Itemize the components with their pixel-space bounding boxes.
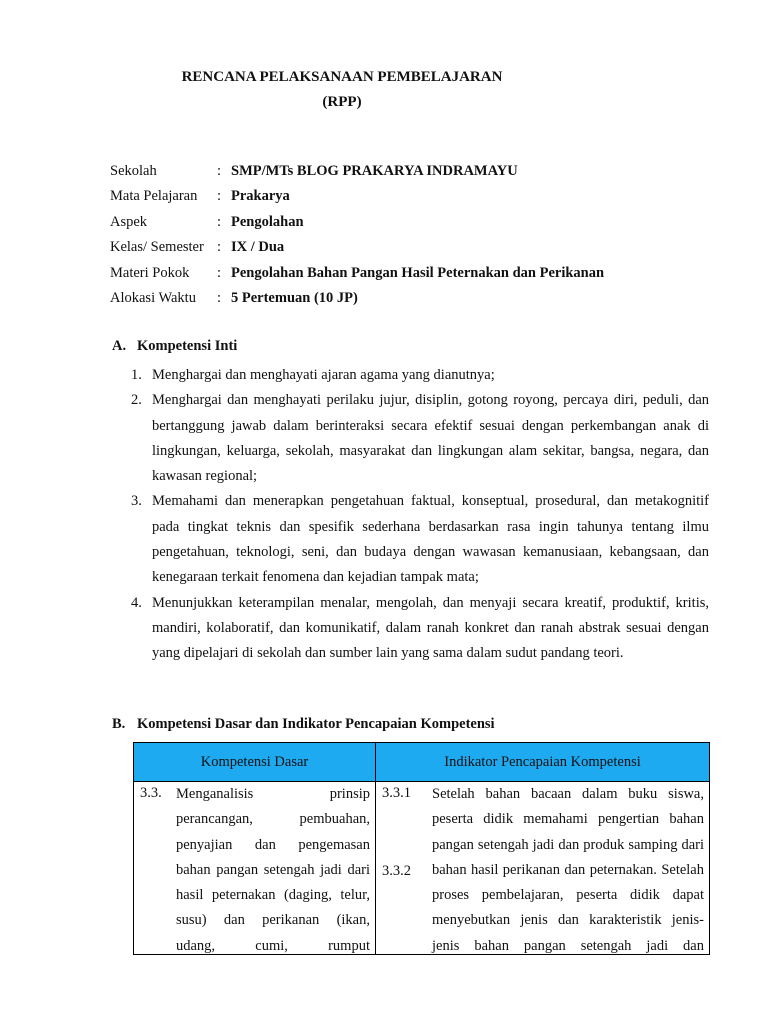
list-number: 3. — [131, 493, 142, 510]
section-title: Kompetensi Inti — [137, 338, 238, 354]
list-number: 4. — [131, 594, 142, 611]
identity-colon: : — [217, 239, 222, 256]
identity-label: Sekolah — [110, 163, 157, 179]
identity-value: Pengolahan Bahan Pangan Hasil Peternakan dan Perikanan — [231, 264, 605, 281]
list-text: Menghargai dan menghayati ajaran agama yang dianutnya; — [152, 367, 495, 383]
identity-value: SMP/MTs BLOG PRAKARYA INDRAMAYU — [231, 163, 518, 179]
header-indicator: Indikator Pencapaian Kompetensi — [376, 743, 710, 782]
list-number: 2. — [131, 392, 142, 409]
section-title: Kompetensi Dasar dan Indikator Pencapaian Kompetensi — [137, 716, 495, 732]
table-header-row — [134, 743, 710, 782]
section-letter: A. — [112, 338, 127, 354]
list-item — [131, 591, 709, 667]
identity-label: Mata Pelajaran — [110, 188, 198, 205]
identity-label: Aspek — [110, 213, 148, 230]
list-text: Memahami dan menerapkan pengetahuan faktual, konseptual, prosedural, dan metakognitif pada tingkat teknis dan spesifik sederhana berdasarkan rasa ingin tahunya tentang ilmu pengetahuan, teknologi, seni, dan budaya dengan wawasan kemanusiaan, kebangsaan, dan kenegaraan terkait fenomena dan kejadian tampak mata; — [152, 493, 709, 586]
document-subtitle: (RPP) — [322, 94, 362, 110]
identity-label: Alokasi Waktu — [110, 289, 196, 306]
identity-label: Materi Pokok — [110, 264, 190, 281]
identity-value: 5 Pertemuan (10 JP) — [231, 289, 358, 306]
list-number: 1. — [131, 367, 142, 383]
section-letter: B. — [112, 716, 126, 732]
list-item — [131, 489, 709, 590]
document-title: RENCANA PELAKSANAAN PEMBELAJARAN — [181, 69, 503, 85]
identity-colon: : — [217, 188, 222, 205]
table-row — [134, 782, 710, 955]
identity-value: IX / Dua — [231, 239, 285, 256]
list-item — [131, 363, 709, 388]
identity-value: Pengolahan — [231, 213, 304, 230]
section-b-heading — [112, 716, 495, 733]
indicator-number-1: 3.3.1 — [382, 785, 411, 801]
indicator-text: Setelah bahan bacaan dalam buku siswa, peserta didik memahami pengertian bahan pangan setengah jadi dan produk samping dari bahan hasil perikanan dan peternakan. Setelah proses pembelajaran, peserta didik dapat menyebutkan jenis dan karakteristik jenis-jenis bahan pangan setengah jadi dan — [432, 786, 704, 954]
identity-label: Kelas/ Semester — [110, 239, 204, 256]
identity-colon: : — [217, 163, 222, 179]
identity-colon: : — [217, 213, 222, 230]
list-text: Menunjukkan keterampilan menalar, mengolah, dan menyaji secara kreatif, produktif, kritis, mandiri, kolaboratif, dan komunikatif, dalam ranah konkret dan ranah abstrak sesuai dengan yang dipelajari di sekolah dan sumber lain yang sama dalam sudut pandang teori. — [152, 594, 709, 662]
competency-table — [133, 742, 710, 955]
basic-competency-cell — [134, 782, 376, 955]
basic-competency-number: 3.3. — [140, 785, 162, 801]
identity-value: Prakarya — [231, 188, 290, 205]
identity-colon: : — [217, 264, 222, 281]
basic-competency-text: Menganalisis prinsip perancangan, pembuahan, penyajian dan pengemasan bahan pangan setengah jadi dari hasil peternakan (daging, telur, susu) dan perikanan (ikan, udang, cumi, rumput — [176, 786, 370, 954]
section-a-heading — [112, 338, 237, 355]
list-item — [131, 388, 709, 489]
list-text: Menghargai dan menghayati perilaku jujur, disiplin, gotong royong, percaya diri, peduli, dan bertanggung jawab dalam berinteraksi secara efektif sesuai dengan perkembangan anak di lingkungan, keluarga, sekolah, masyarakat dan lingkungan alam sekitar, bangsa, negara, dan kawasan regional; — [152, 392, 709, 485]
identity-colon: : — [217, 289, 222, 306]
indicator-number-2: 3.3.2 — [382, 863, 411, 879]
indicator-cell — [376, 782, 710, 955]
header-basic-competency: Kompetensi Dasar — [134, 743, 376, 782]
core-competency-list — [131, 363, 709, 667]
